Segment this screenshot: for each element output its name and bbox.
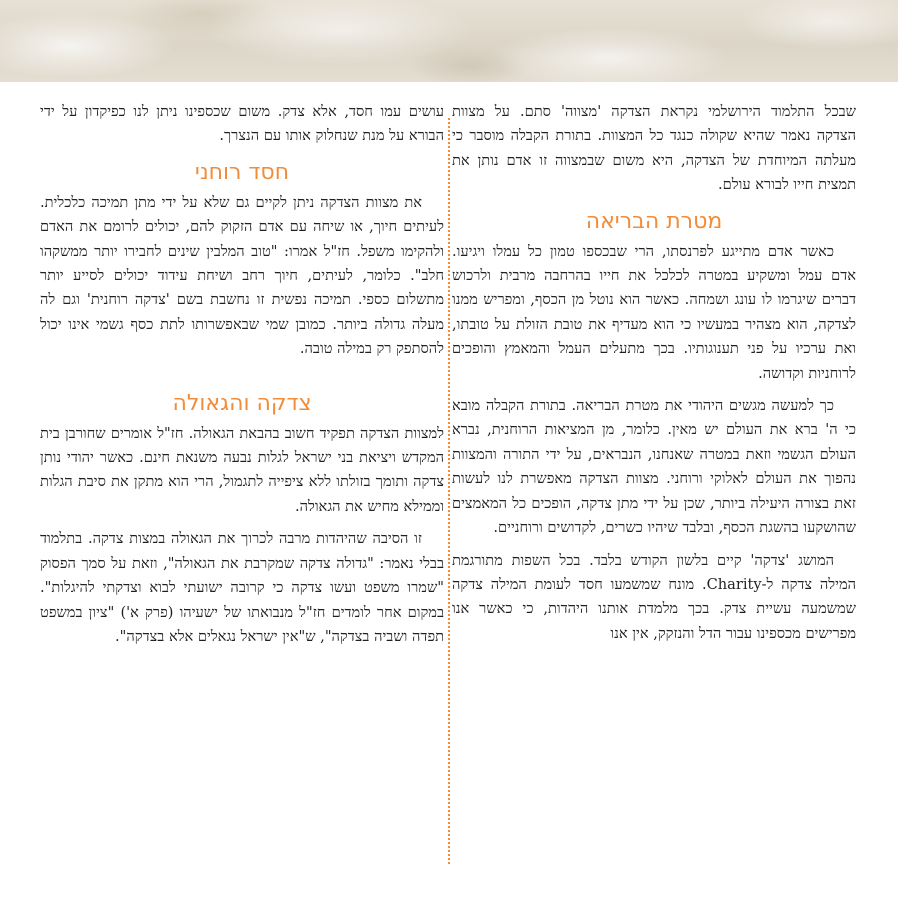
paragraph: כאשר אדם מתייגע לפרנסתו, הרי שבכספו טמון כל עמלו ויגיעו. אדם עמל ומשקיע במטרה לכלכל את חייו בהרחבה מרבית ולרכוש דברים שיגרמו לו עונג ושמחה. כאשר הוא נוטל מן הכסף, ומפריש ממנו לצדקה, הוא מצהיר במעשיו כי הוא מעדיף את טובת הזולת על טובתו, ואת ערכיו על פני תענוגותיו. בכך מתעלים העמל והמאמץ והופכים לרוחניות וקדושה.: [452, 242, 856, 382]
right-text-column: [452, 100, 856, 654]
left-text-column: [40, 100, 444, 657]
paragraph: את מצוות הצדקה ניתן לקיים גם שלא על ידי מתן תמיכה כלכלית. לעיתים חיוך, או שיחה עם אדם הזקוק להם, יכולים לרומם את האדם ולהקימו משפל. חז"ל אמרו: "טוב המלבין שינים לחבירו יותר ממשקהו חלב". כלומר, לעיתים, חיוך רחב ושיחת עידוד יכולים לסייע יותר מתשלום כספי. תמיכה נפשית זו נחשבת בשם 'צדקה רוחנית' וגם לה מעלה גדולה ביותר. כמובן שמי שבאפשרותו לתת כסף גשמי אינו יכול להסתפק רק במילה טובה.: [40, 193, 444, 358]
paragraph: המושג 'צדקה' קיים בלשון הקודש בלבד. בכל השפות מתורגמת המילה צדקה ל-Charity. מונח שמשמעו חסד לעומת המילה צדקה שמשמעה עשיית צדק. בכך מלמדת אותנו היהדות, כי כאשר אנו מפרישים מכספינו עבור הדל והנזקק, אין אנו: [452, 551, 856, 642]
section-heading-charity-and-redemption: צדקה והגאולה: [172, 390, 312, 416]
column-divider: [448, 118, 450, 864]
paragraph: זו הסיבה שהיהדות מרבה לכרוך את הגאולה במצות צדקה. בתלמוד בבלי נאמר: "גדולה צדקה שמקרבת את הגאולה", וזאת על סמך הפסוק "שמרו משפט ועשו צדקה כי קרובה ישועתי לבוא וצדקתי להיגלות". במקום אחר לומדים חז"ל מנבואתו של ישעיהו (פרק א') "ציון במשפט תפדה ושביה בצדקה", ש"אין ישראל נגאלים אלא בצדקה".: [40, 530, 444, 645]
paragraph: עושים עמו חסד, אלא צדק. משום שכספינו ניתן לנו כפיקדון על ידי הבורא על מנת שנחלוק אותו עם הנצרך.: [40, 103, 444, 145]
paragraph: שבכל התלמוד הירושלמי נקראת הצדקה 'מצווה' סתם. על מצוות הצדקה נאמר שהיא שקולה כנגד כל המצוות. בתורת הקבלה מוסבר כי מעלתה המיוחדת של הצדקה, היא משום שבמצווה זו אדם נותן את תמצית חייו לבורא עולם.: [452, 103, 856, 194]
section-heading-spiritual-kindness: חסד רוחני: [194, 159, 290, 185]
header-texture-banner: [0, 0, 898, 82]
section-heading-purpose-of-creation: מטרת הבריאה: [585, 208, 723, 234]
paragraph: למצוות הצדקה תפקיד חשוב בהבאת הגאולה. חז"ל אומרים שחורבן בית המקדש ויציאת בני ישראל לגלות נבעה משנאת חינם. כאשר יהודי נותן צדקה ותומך בזולתו ללא ציפייה לתגמול, הרי הוא מתקן את סיבת הגלות וממילא מחיש את הגאולה.: [40, 424, 444, 515]
paragraph: כך למעשה מגשים היהודי את מטרת הבריאה. בתורת הקבלה מובא כי ה' ברא את העולם יש מאין. כלומר, מן המציאות הרוחנית, נברא העולם הגשמי וזאת במטרה שאנחנו, הנבראים, על ידי התורה והמצוות נהפוך את העולם לאלוקי ורוחני. מצוות הצדקה מאפשרת לנו לעשות זאת בצורה היעילה ביותר, שכן על ידי מתן צדקה, הופכים כל המאמצים שהושקעו בהשגת הכסף, ובלבד שיהיו כשרים, לקדושים ורוחניים.: [452, 397, 856, 537]
